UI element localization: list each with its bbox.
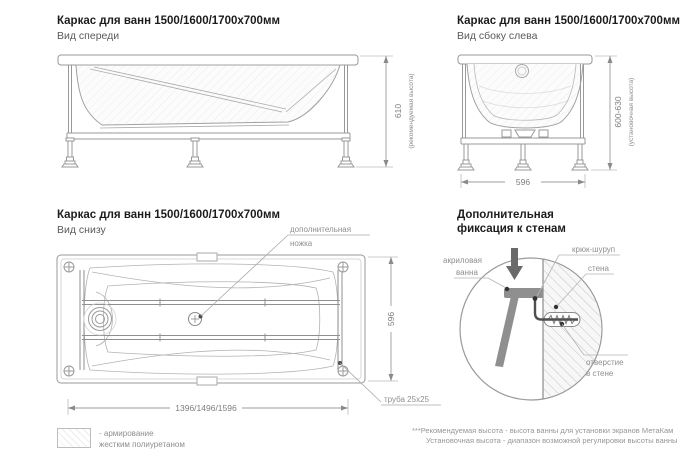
bottom-length-dimension [68, 399, 348, 415]
side-height-value: 600-630 [613, 96, 623, 128]
wall-label: стена [588, 264, 609, 273]
side-drain-fittings [502, 130, 548, 137]
bottom-view-drawing [50, 218, 450, 418]
front-view-title: Каркас для ванн 1500/1600/1700x700мм [57, 15, 280, 27]
side-height-note: (установочная высота) [628, 77, 635, 147]
front-height-value: 610 [393, 103, 403, 119]
fixation-title-line1: Дополнительная [457, 209, 554, 221]
fixation-title-line2: фиксация к стенам [457, 223, 566, 235]
bottom-view-subtitle: Вид снизу [57, 224, 106, 236]
fixation-header [457, 208, 566, 236]
side-width-value: 596 [515, 177, 531, 187]
footnote-line1: ***Рекомендуемая высота - высота ванны для установки экранов МетаКам [412, 426, 674, 435]
wall-section [543, 256, 605, 402]
bathtub-front-outline [58, 55, 358, 128]
legend-line2: жестким полиуретаном [99, 440, 185, 449]
fixation-detail-drawing [440, 236, 700, 421]
hook-label: крюк-шуруп [572, 245, 616, 254]
legend-text [99, 428, 185, 450]
legend [57, 428, 185, 450]
front-frame-legs [62, 138, 354, 167]
footnote-line2: Установочная высота - диапазон возможной регулировки высоты ванны [426, 436, 678, 445]
polyurethane-hatch-swatch [57, 428, 91, 448]
front-height-note: (рекомендуемая высота) [408, 73, 415, 149]
side-view-title: Каркас для ванн 1500/1600/1700x700мм [457, 15, 680, 27]
hole-label-line1: отверстие [586, 358, 624, 367]
legend-line1: - армирование [99, 429, 154, 438]
bathtub-side-outline [458, 55, 592, 128]
side-width-dimension [461, 174, 585, 188]
acrylic-label-line2: ванна [456, 268, 478, 277]
front-view-drawing [50, 46, 420, 196]
bottom-length-value: 1396/1496/1596 [175, 403, 237, 413]
extra-leg-label-line2: ножка [290, 239, 313, 248]
bottom-depth-dimension [368, 257, 398, 381]
drain-hole [84, 303, 116, 335]
front-height-dimension [356, 56, 415, 167]
front-view-subtitle: Вид спереди [57, 30, 120, 42]
bottom-floor-outline [84, 264, 338, 374]
side-view-drawing [445, 46, 695, 206]
side-frame-legs [458, 144, 588, 170]
acrylic-label-line1: акриловая [443, 256, 483, 265]
side-height-dimension [591, 56, 635, 170]
hole-label-line2: в стене [586, 369, 614, 378]
side-view-header [457, 14, 680, 42]
front-view-header [57, 14, 280, 42]
footnotes [412, 426, 677, 446]
tube-label: труба 25x25 [384, 395, 429, 404]
bottom-corner-screws [64, 262, 348, 376]
extra-leg-label-line1: дополнительная [290, 225, 352, 234]
extra-leg [189, 313, 203, 326]
bottom-depth-value: 596 [386, 311, 396, 327]
bottom-view-title: Каркас для ванн 1500/1600/1700x700мм [57, 209, 280, 221]
side-view-subtitle: Вид сбоку слева [457, 30, 538, 42]
